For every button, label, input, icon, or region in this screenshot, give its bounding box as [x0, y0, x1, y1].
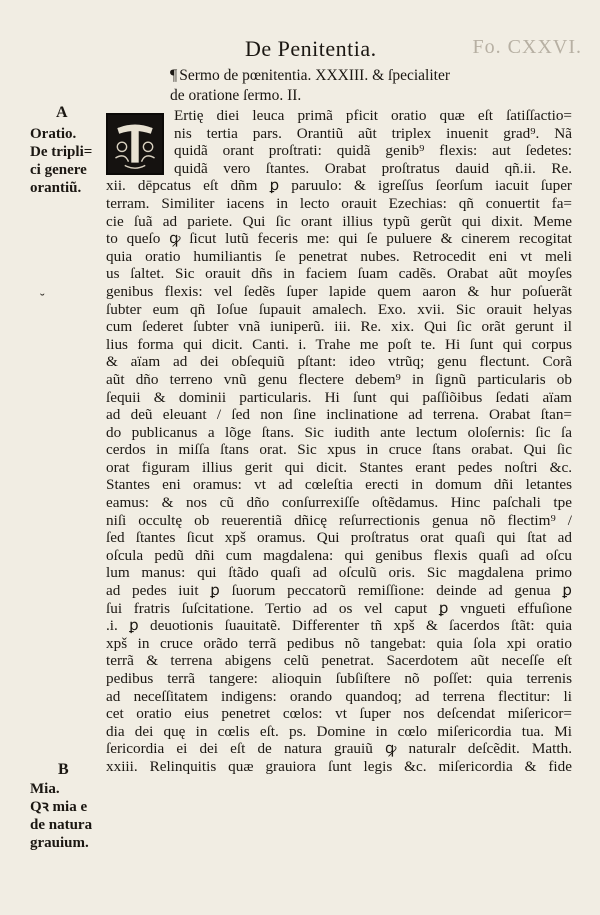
margin-note-b-1: Mia.: [30, 781, 60, 797]
text-line: dia dei quę in cœlis eſt. ps. Domine in cœlo miſericordia tua. Mi: [106, 722, 572, 740]
text-line: aũt dño terreno vnũ genu flectere debem⁹ in ſignũ particularis ob: [106, 370, 572, 388]
text-line: cum ſederet ſubter vnã iuniperũ. iii. Re. xix. Qui ſic orãt gerunt il: [106, 318, 572, 336]
text-line: ſubter eum qñ Ioſue ſupauit amalech. Exo. xvii. Sic orauit helyas: [106, 300, 572, 318]
text-line: nis tertia pars. Orantiũ aũt triplex inuenit grad⁹. Nã: [174, 124, 572, 142]
text-line: ſericordia ei dei eſt de natura grauiũ ꝙ naturalr deſcẽdit. Matth.: [106, 740, 572, 758]
margin-note-a-1: Oratio.: [30, 126, 77, 142]
text-line: ſui fratris ſuſcitatione. Tertio ad os vel caput ꝑ vngueti effuſione: [106, 599, 572, 617]
margin-note-a-3: ci genere: [30, 162, 87, 178]
text-line: ſed ſtantes ſicut xpš oramus. Qui proſtratus orat quaſi qui ſtat ad: [106, 529, 572, 547]
margin-note-a-4: orantiũ.: [30, 180, 82, 196]
text-line: niſi occultę ob reuerentiã dñicę reſurrectionis genua nõ flectim⁹ /: [106, 511, 572, 529]
text-line: do publicanus a lõge ſtans. Sic iudith ante lectum oloſernis: ſic ſa: [106, 423, 572, 441]
text-line: cerdos in miſſa ſtans orat. Sic xpus in cruce ſtans orabat. Qui ſic: [106, 441, 572, 459]
folio-number: Fo. CXXVI.: [472, 36, 582, 58]
text-line: quidã orant proſtrati: quidã genib⁹ flexis: aut ſedetes:: [174, 142, 572, 160]
text-line: to queſo ꝙ ſicut lutũ feceris me: qui ſe puluere & cinerem recogitat: [106, 230, 572, 248]
margin-note-b-4: grauium.: [30, 835, 89, 851]
text-line: xpš in cruce orãdo terrã pedibus nõ tangebat: quia ſola xpi oratio: [106, 634, 572, 652]
text-line: xii. dēpcatus eſt dñm ꝑ paruulo: & igreſſus ſeorſum iacuit ſuper: [106, 177, 572, 195]
text-line: terrã & terrena abigens celũ penetrat. Sacerdotem aũt neceſſe eſt: [106, 652, 572, 670]
text-line: cie ſuã ad pariete. Qui ſic orant illius typũ gerũt qui dixit. Meme: [106, 212, 572, 230]
margin-letter-a: A: [56, 104, 68, 121]
margin-note-b-3: de natura: [30, 817, 93, 833]
text-line: lum manus: qui ſtãdo quaſi ad oſculũ oris. Sic magdalena primo: [106, 564, 572, 582]
text-line: cet oratio eius penetret cœlos: vt ſuper nos deſcendat miſericor=: [106, 705, 572, 723]
heading-line-2: de oratione ſermo. II.: [170, 87, 302, 104]
text-line: oſcula pedũ dñi cum magdalena: qui genibus flexis quaſi ad oſcu: [106, 546, 572, 564]
text-line: pedibus terrã tangere: alioquin ſubſiſtere nõ poſſet: quia terrenis: [106, 670, 572, 687]
text-line: genibus flexis: vel ſedẽs ſuper lapide quem aaron & hur poſuerãt: [106, 282, 572, 300]
paragraph-mark-icon: ¶: [170, 67, 178, 84]
margin-note-b-2: Qꝛ mia e: [30, 799, 88, 815]
text-line: ſequii & dominii particularis. Hi ſunt qui paſſiõibus ſedati aïam: [106, 388, 572, 406]
main-text-block: [106, 107, 572, 776]
heading-line-1: [170, 66, 570, 86]
text-line: orat figuram illius gerit qui dicit. Stantes erant pedes noſtri &c.: [106, 458, 572, 476]
text-line: terram. Similiter iacens in lecto orauit Ezechias: qñ conuertit fa=: [106, 194, 572, 212]
text-line: xxiii. Relinquitis quæ grauiora ſunt legis &c. miſericordia & fide: [106, 757, 572, 775]
margin-note-a-2: De tripli=: [30, 144, 93, 160]
text-line: ad deũ eleuant / ſed non ſine inclinatione ad terrena. Orabat ſtan=: [106, 406, 572, 424]
sermon-heading: [170, 66, 570, 106]
text-line: quia oratio humiliantis ſe penetrat nubes. Retrocedit eni vt meli: [106, 247, 572, 265]
text-line: ad pedes iuit ꝑ ſuorum peccatorũ remiſſione: deinde ad genua ꝑ: [106, 582, 572, 600]
text-line: lius forma qui dicit. Canti. i. Trahe me poſt te. Hi ſunt qui corpus: [106, 335, 572, 353]
heading-text-1: Sermo de pœnitentia. XXXIII. & ſpecialiter: [179, 67, 450, 84]
text-line: & aïam ad dei obſequiũ pſtant: ideo vtrũq; genu flectunt. Corã: [106, 353, 572, 371]
text-line: Stantes eni oramus: vt ad cœleſtia erecti in domum dñi letantes: [106, 476, 572, 494]
text-line: Ertię diei leuca primã pficit oratio quæ eſt ſatiſſactio=: [174, 107, 572, 124]
text-line: us ſaltet. Sic orauit dñs in faciem ſuam cadẽs. Orabat aũt moyſes: [106, 265, 572, 283]
margin-letter-b: B: [58, 761, 69, 778]
text-line: .i. ꝑ deuotionis ſuauitatẽ. Differenter tñ xpš & ſacerdos ſtãt: quia: [106, 617, 572, 635]
running-head: De Penitentia.: [245, 36, 377, 61]
text-line: ad neceſſitatem indigens: orando quandoq; ad terrena flectitur: li: [106, 687, 572, 705]
text-line: quidã vero ſtantes. Orabat proſtratus dauid qñ.ii. Re.: [174, 159, 572, 177]
stray-mark-icon: ˘: [40, 292, 45, 307]
text-line: eamus: & nos cũ dño conſurrexiſſe oſtẽdamus. Hinc paſchali tpe: [106, 494, 572, 512]
